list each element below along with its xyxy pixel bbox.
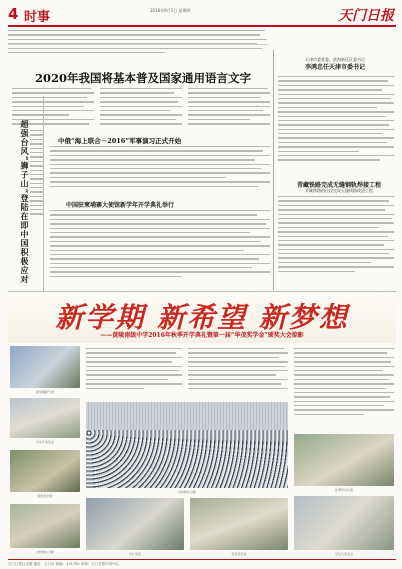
section-title: 时事: [24, 10, 51, 25]
photo-5: [294, 434, 394, 486]
photo-1: [10, 346, 80, 388]
photo-6: [86, 498, 184, 550]
side-vertical-title: 超强台风“狮子山”登陆在即中国积极应对: [20, 120, 30, 285]
page-footer: 天门日报社出版 地址：天门市 邮编：431700 印刷：天门日报印务中心: [8, 559, 396, 567]
lead-body-col-2: [100, 88, 182, 133]
military-article-title: 中俄“海上联合－2016”军事演习正式开始: [58, 137, 182, 145]
page-number: 4: [8, 5, 19, 23]
date-line: 2016年9月1日 星期四: [150, 8, 191, 13]
right-subhead: 天津市委常委、滨海新区区委书记: [305, 57, 365, 62]
feature-body-col-2: [188, 348, 288, 396]
photo-1-caption: 新学期新气象: [35, 390, 54, 394]
right-subhead-2: 青藏铁路格拉段完成无缝线路改造工程: [305, 188, 373, 193]
photo-6-caption: 校长讲话: [128, 552, 141, 556]
photo-assembly-caption: 全校师生合影: [177, 490, 196, 494]
lead-body-col-3: [188, 88, 270, 133]
right-article-2-body: [278, 196, 394, 288]
photo-3: [10, 450, 80, 492]
photo-7: [190, 498, 288, 550]
newspaper-logo: 天门日报: [338, 8, 394, 24]
photo-8-caption: 学生代表发言: [334, 552, 353, 556]
banner-slogan: 新学期 新希望 新梦想: [55, 301, 349, 334]
photo-assembly: [86, 402, 288, 488]
ceremony-article-body: [50, 210, 270, 290]
right-headline: 李鸿忠任天津市委书记: [304, 64, 365, 71]
photo-2-caption: 学生代表发言: [35, 440, 54, 444]
page-header: [8, 5, 396, 27]
crowd-texture: [86, 430, 288, 488]
side-column-body: [30, 130, 44, 290]
right-headline-2: 青藏铁路完成无缝钢轨焊接工程: [296, 182, 381, 189]
photo-7-caption: 颁发奖学金: [231, 552, 247, 556]
feature-body-col-1: [86, 348, 182, 396]
photo-5-caption: 优秀学生代表: [334, 488, 353, 492]
ceremony-article-title: 中国驻柬埔寨大使馆新学年开学典礼举行: [66, 202, 175, 209]
feature-body-col-3: [294, 348, 394, 428]
feature-banner: [8, 291, 396, 343]
photo-2: [10, 398, 80, 438]
photo-4: [10, 504, 80, 548]
photo-4-caption: 全校师生合影: [35, 550, 54, 554]
banner-subline: ——黄陵南级中学2016年秋季开学典礼暨第一届“华茂奖学金”颁奖大会掠影: [100, 332, 304, 339]
right-article-body: [278, 76, 394, 174]
column-divider: [273, 50, 274, 290]
photo-8: [294, 496, 394, 550]
lead-headline: 2020年我国将基本普及国家通用语言文字: [34, 71, 251, 85]
military-article-body: [50, 146, 270, 196]
top-text-block: [8, 30, 270, 62]
photo-3-caption: 颁发奖学金: [37, 494, 53, 498]
divider: [8, 44, 268, 45]
